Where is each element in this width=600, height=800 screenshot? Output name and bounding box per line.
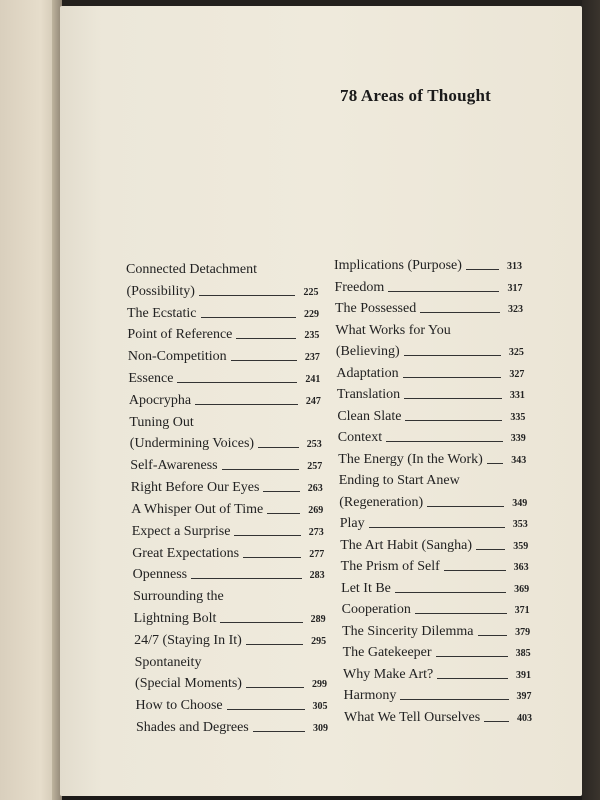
- toc-entry-title: (Regeneration): [339, 494, 424, 510]
- page-title: 78 Areas of Thought: [340, 86, 492, 105]
- toc-page-number: 391: [516, 669, 532, 681]
- toc-page-number: 273: [308, 526, 324, 538]
- toc-entry: [341, 577, 529, 597]
- toc-page-number: 371: [514, 605, 530, 617]
- toc-entry-title: Translation: [336, 387, 401, 403]
- toc-entry-title: Context: [337, 430, 383, 446]
- toc-leader-line: [395, 592, 506, 593]
- toc-page-number: 317: [507, 282, 523, 294]
- toc-page-number: 257: [307, 461, 323, 473]
- toc-page-number: 379: [515, 626, 531, 638]
- toc-leader-line: [487, 463, 503, 464]
- toc-leader-line: [263, 491, 299, 492]
- toc-entry-title: Shades and Degrees: [136, 720, 249, 735]
- toc-entry-title: The Energy (In the Work): [338, 451, 483, 467]
- toc-leader-line: [267, 513, 300, 514]
- toc-leader-line: [195, 404, 298, 405]
- toc-leader-line: [231, 360, 297, 361]
- toc-entry: [133, 585, 325, 605]
- toc-page-number: 309: [313, 723, 328, 734]
- toc-entry: [127, 302, 319, 322]
- toc-entry: [335, 297, 523, 317]
- toc-entry-title: Harmony: [343, 688, 397, 704]
- toc-entry: [130, 432, 322, 452]
- toc-entry: [135, 651, 327, 671]
- book-page: [60, 6, 582, 796]
- toc-entry: [134, 607, 326, 627]
- toc-page-number: 283: [309, 570, 325, 582]
- toc-entry: [129, 411, 321, 431]
- toc-entry: [128, 367, 320, 387]
- toc-entry: [339, 469, 527, 489]
- left-page: [0, 0, 58, 800]
- toc-entry-title: Connected Detachment: [126, 262, 258, 277]
- toc-entry: [337, 405, 525, 425]
- toc-entry-title: Self-Awareness: [130, 458, 218, 474]
- toc-page-number: 397: [516, 691, 532, 703]
- toc-leader-line: [400, 699, 508, 700]
- toc-leader-line: [243, 557, 301, 558]
- toc-page-number: 335: [510, 411, 526, 423]
- toc-page-number: 359: [513, 540, 529, 552]
- toc-leader-line: [427, 506, 504, 507]
- toc-page-number: 323: [507, 304, 523, 316]
- toc-entry-title: Expect a Surprise: [131, 523, 231, 539]
- toc-page-number: 403: [517, 713, 532, 724]
- toc-entry-title: What We Tell Ourselves: [344, 710, 481, 725]
- toc-page-number: 269: [308, 504, 324, 516]
- toc-entry-title: What Works for You: [335, 322, 451, 338]
- toc-entry-title: Implications (Purpose): [334, 258, 462, 273]
- toc-page-number: 313: [507, 261, 522, 272]
- toc-page-number: 369: [514, 583, 530, 595]
- toc-leader-line: [388, 291, 499, 292]
- toc-entry-title: Point of Reference: [127, 327, 233, 343]
- toc-leader-line: [191, 578, 302, 579]
- toc-entry: [340, 534, 528, 554]
- toc-entry: [132, 542, 324, 562]
- toc-entry: [136, 716, 328, 736]
- toc-leader-line: [436, 656, 508, 657]
- toc-entry: [133, 563, 325, 583]
- toc-leader-line: [466, 269, 499, 270]
- toc-leader-line: [437, 678, 508, 679]
- toc-leader-line: [201, 317, 296, 318]
- toc-page-number: 363: [513, 562, 529, 574]
- toc-entry: [338, 448, 526, 468]
- toc-page-number: 299: [312, 679, 328, 691]
- toc-entry-title: Essence: [128, 371, 174, 387]
- toc-leader-line: [404, 355, 501, 356]
- toc-entry-title: Openness: [132, 567, 188, 583]
- toc-page-number: 339: [510, 433, 526, 445]
- toc-page-number: 263: [307, 483, 323, 495]
- toc-entry: [334, 254, 522, 274]
- toc-leader-line: [236, 338, 296, 339]
- toc-entry-title: Cooperation: [341, 602, 411, 618]
- toc-entry: [338, 426, 526, 446]
- toc-entry-title: Why Make Art?: [343, 666, 434, 682]
- toc-page-number: 331: [509, 390, 525, 402]
- toc-page-number: 305: [312, 701, 328, 713]
- toc-leader-line: [369, 527, 505, 528]
- toc-entry-title: 24/7 (Staying In It): [134, 632, 242, 648]
- toc-entry-title: Ending to Start Anew: [338, 473, 460, 489]
- toc-entry: [342, 598, 530, 618]
- toc-leader-line: [227, 709, 305, 710]
- toc-entry: [135, 672, 327, 692]
- toc-entry-title: Let It Be: [341, 580, 391, 596]
- toc-leader-line: [234, 535, 300, 536]
- toc-leader-line: [246, 687, 304, 688]
- toc-page-number: 343: [511, 454, 527, 466]
- toc-entry: [128, 345, 320, 365]
- toc-entry-title: Play: [339, 516, 365, 532]
- toc-entry-title: The Possessed: [334, 301, 417, 317]
- toc-entry-title: A Whisper Out of Time: [131, 501, 264, 517]
- toc-entry-title: The Sincerity Dilemma: [342, 623, 474, 639]
- toc-entry: [339, 491, 527, 511]
- toc-page-number: 289: [310, 613, 326, 625]
- toc-entry-title: (Undermining Voices): [129, 436, 255, 452]
- toc-leader-line: [420, 312, 500, 313]
- toc-page-number: 241: [305, 374, 321, 386]
- toc-leader-line: [415, 613, 507, 614]
- toc-page-number: 353: [512, 519, 528, 531]
- toc-entry: [343, 641, 531, 661]
- toc-entry: [337, 383, 525, 403]
- toc-entry: [134, 629, 326, 649]
- toc-entry: [129, 389, 321, 409]
- toc-entry: [343, 663, 531, 683]
- toc-entry-title: Lightning Bolt: [133, 610, 217, 626]
- toc-leader-line: [222, 469, 300, 470]
- toc-entry-title: Non-Competition: [127, 349, 227, 365]
- toc-leader-line: [476, 549, 505, 550]
- toc-entry: [336, 340, 524, 360]
- toc-leader-line: [444, 570, 506, 571]
- toc-leader-line: [403, 377, 502, 378]
- toc-entry: [334, 276, 522, 296]
- toc-entry-title: Apocrypha: [128, 392, 192, 408]
- toc-entry: [130, 454, 322, 474]
- toc-leader-line: [177, 382, 297, 383]
- toc-leader-line: [253, 731, 305, 732]
- toc-entry-title: The Ecstatic: [126, 305, 197, 321]
- toc-entry: [344, 684, 532, 704]
- toc-entry-title: The Gatekeeper: [342, 645, 432, 661]
- toc-entry-title: Spontaneity: [134, 654, 202, 670]
- toc-entry-title: Clean Slate: [337, 408, 402, 424]
- toc-page-number: 349: [512, 497, 528, 509]
- toc-entry-title: (Possibility): [126, 283, 195, 299]
- toc-entry: [340, 512, 528, 532]
- toc-page-number: 325: [508, 347, 524, 359]
- toc-entry: [136, 694, 328, 714]
- toc-leader-line: [386, 441, 503, 442]
- toc-entry: [126, 258, 318, 278]
- toc-entry-title: How to Choose: [135, 698, 223, 714]
- toc-entry-title: The Art Habit (Sangha): [340, 537, 472, 553]
- toc-leader-line: [404, 398, 502, 399]
- toc-entry-title: (Believing): [335, 344, 400, 360]
- toc-entry-title: The Prism of Self: [340, 559, 440, 575]
- toc-leader-line: [484, 721, 509, 722]
- toc-entry: [335, 319, 523, 339]
- toc-page-number: 277: [309, 548, 325, 560]
- toc-entry-title: Surrounding the: [133, 589, 224, 605]
- toc-leader-line: [478, 635, 508, 636]
- toc-leader-line: [258, 447, 299, 448]
- toc-leader-line: [220, 622, 302, 623]
- toc-entry-title: Freedom: [334, 279, 385, 295]
- toc-entry-title: (Special Moments): [135, 676, 242, 692]
- toc-page-number: 327: [509, 368, 525, 380]
- toc-page-number: 237: [304, 352, 320, 364]
- toc-entry-title: Right Before Our Eyes: [130, 480, 260, 496]
- toc-page-number: 385: [515, 648, 531, 660]
- toc-entry: [336, 362, 524, 382]
- toc-page-number: 225: [303, 286, 319, 298]
- toc-entry: [131, 498, 323, 518]
- toc-entry: [126, 280, 318, 300]
- toc-leader-line: [199, 295, 296, 296]
- toc-entry: [127, 323, 319, 343]
- toc-leader-line: [246, 644, 303, 645]
- toc-page-number: 253: [306, 439, 322, 451]
- toc-page-number: 247: [305, 395, 321, 407]
- toc-leader-line: [405, 420, 502, 421]
- toc-page-number: 295: [311, 635, 327, 647]
- toc-entry-title: Tuning Out: [129, 414, 194, 430]
- toc-entry: [132, 520, 324, 540]
- toc-page-number: 235: [304, 330, 320, 342]
- toc-entry: [344, 706, 532, 726]
- toc-entry-title: Great Expectations: [132, 545, 240, 561]
- toc-entry-title: Adaptation: [336, 365, 399, 381]
- toc-entry: [131, 476, 323, 496]
- background-shadow: [582, 0, 600, 800]
- toc-entry: [341, 555, 529, 575]
- toc-page-number: 229: [303, 308, 319, 320]
- toc-entry: [342, 620, 530, 640]
